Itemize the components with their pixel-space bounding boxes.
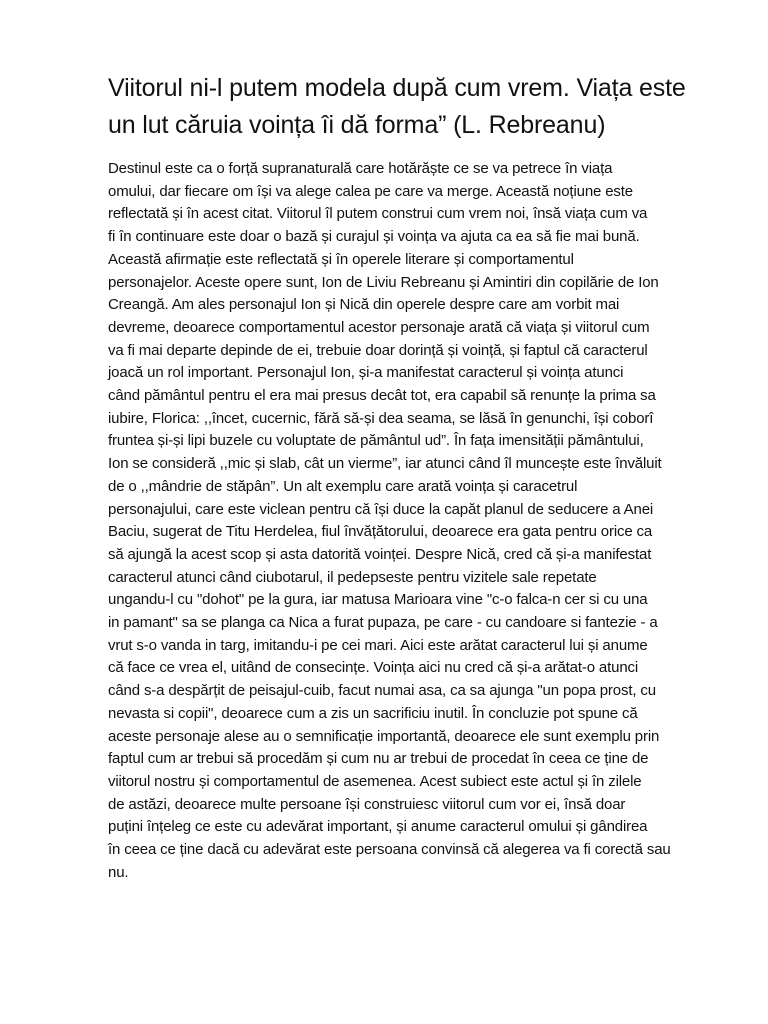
body-line: fruntea și-și lipi buzele cu voluptate de pământul ud”. În fața imensității pământului, <box>108 432 644 450</box>
document-page <box>108 70 724 885</box>
body-line: faptul cum ar trebui să procedăm și cum nu ar trebui de procedat în ceea ce ține de <box>108 750 649 768</box>
body-line: nevasta si copii", deoarece cum a zis un sacrificiu inutil. În concluzie pot spune că <box>108 704 638 722</box>
document-title <box>108 70 724 144</box>
body-line: în ceea ce ține dacă cu adevărat este persoana convinsă că alegerea va fi corectă sau <box>108 841 671 859</box>
body-line: Destinul este ca o forță supranaturală care hotărăște ce se va petrece în viața <box>108 160 613 177</box>
title-line: Viitorul ni-l putem modela după cum vrem. Viața este <box>108 74 686 102</box>
body-line: vrut s-o vanda in targ, imitandu-i pe cei mari. Aici este arătat caracterul lui și anume <box>108 636 648 654</box>
body-line: viitorul nostru și comportamentul de asemenea. Acest subiect este actul și în zilele <box>108 772 642 790</box>
document-body <box>108 158 724 885</box>
body-line: Această afirmație este reflectată și în operele literare și comportamentul <box>108 250 574 268</box>
body-line: Baciu, sugerat de Titu Herdelea, fiul învățătorului, deoarece era gata pentru orice ca <box>108 523 653 541</box>
body-line: când s-a despărțit de peisajul-cuib, facut numai asa, ca sa ajunga "un popa prost, cu <box>108 682 656 700</box>
title-line: un lut căruia voința îi dă forma” (L. Rebreanu) <box>108 111 606 139</box>
body-line: Ion se consideră ,,mic și slab, cât un vierme”, iar atunci când îl muncește este învăluit <box>108 455 662 473</box>
body-line: caracterul atunci când ciubotarul, il pedepseste pentru vizitele sale repetate <box>108 568 597 586</box>
body-line: că face ce vrea el, uitând de consecințe. Voința aici nu cred că și-a arătat-o atunci <box>108 659 639 677</box>
body-line: omului, dar fiecare om își va alege calea pe care va merge. Această noțiune este <box>108 182 633 200</box>
body-line: când pământul pentru el era mai presus decât tot, era capabil să renunțe la prima sa <box>108 387 656 405</box>
body-line: va fi mai departe depinde de ei, trebuie doar dorință și voință, și faptul că caracterul <box>108 341 648 359</box>
body-line: joacă un rol important. Personajul Ion, și-a manifestat caracterul și voința atunci <box>108 364 624 382</box>
body-line: reflectată și în acest citat. Viitorul îl putem construi cum vrem noi, însă viața cum va <box>108 205 648 223</box>
body-line: de astăzi, deoarece multe persoane își construiesc viitorul cum vor ei, însă doar <box>108 795 626 813</box>
body-line: să ajungă la acest scop și asta datorită voinței. Despre Nică, cred că și-a manifestat <box>108 545 652 563</box>
body-line: devreme, deoarece comportamentul acestor personaje arată că viața și viitorul cum <box>108 318 650 336</box>
body-line: in pamant" sa se planga ca Nica a furat pupaza, pe care - cu candoare si fantezie - a <box>108 614 658 632</box>
body-line: puțini înțeleg ce este cu adevărat important, și anume caracterul omului și gândirea <box>108 818 648 836</box>
body-line: personajelor. Aceste opere sunt, Ion de Liviu Rebreanu și Amintiri din copilărie de Ion <box>108 273 659 291</box>
body-line: personajului, care este viclean pentru că își duce la capăt planul de seducere a Anei <box>108 500 654 518</box>
body-line: nu. <box>108 863 129 881</box>
body-line: aceste personaje alese au o semnificație importantă, deoarece ele sunt exemplu prin <box>108 727 660 745</box>
body-line: ungandu-l cu "dohot" pe la gura, iar matusa Marioara vine "c-o falca-n cer si cu una <box>108 591 648 609</box>
body-line: iubire, Florica: ,,încet, cucernic, fără să-și dea seama, se lăsă în genunchi, își coborî <box>108 409 654 427</box>
body-line: Creangă. Am ales personajul Ion și Nică din operele despre care am vorbit mai <box>108 296 620 314</box>
body-line: de o ,,mândrie de stăpân”. Un alt exemplu care arată voința și caracetrul <box>108 477 578 495</box>
body-line: fi în continuare este doar o bază și curajul și voința va ajuta ca ea să fie mai bună. <box>108 228 640 246</box>
